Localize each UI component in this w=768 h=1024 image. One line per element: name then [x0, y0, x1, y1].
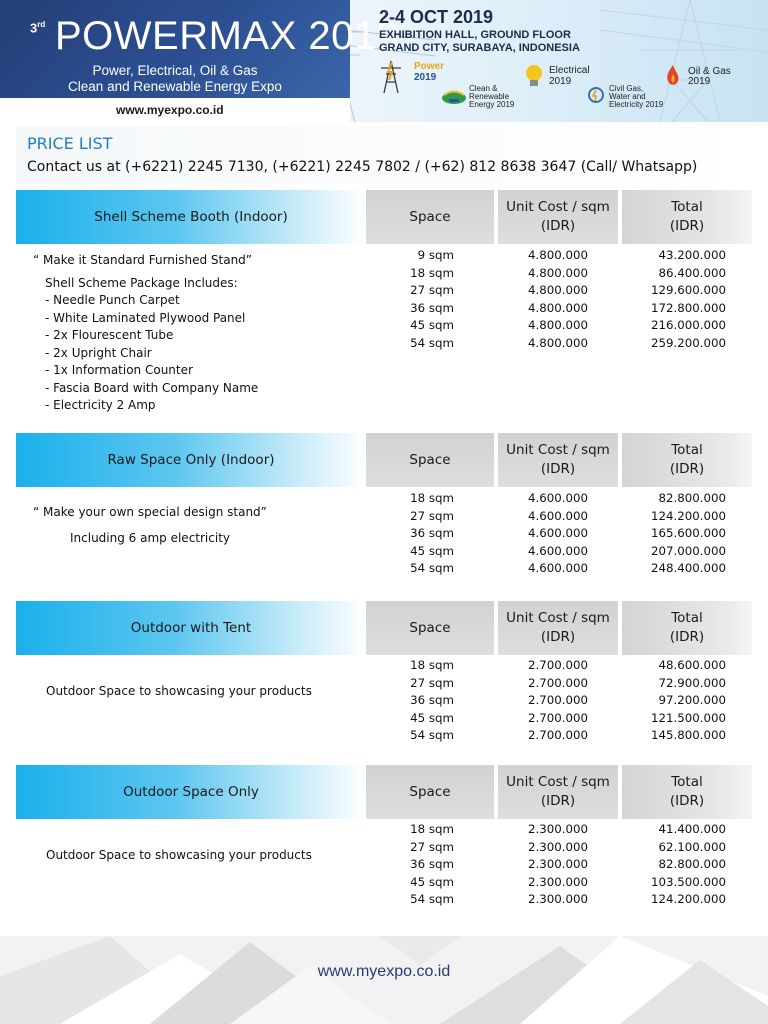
space-cell: 27 sqm [410, 283, 454, 297]
total-cell: 207.000.000 [650, 543, 726, 558]
total-column [622, 247, 726, 352]
event-title: POWERMAX 2019 [55, 14, 400, 58]
unit-cost-column [498, 490, 588, 578]
space-cell: 18 sqm [410, 658, 454, 672]
unit-cost-cell: 4.600.000 [527, 526, 588, 540]
description-line: - Fascia Board with Company Name [45, 380, 259, 395]
description-line: - Needle Punch Carpet [45, 293, 180, 307]
unit-cost-cell: 2.700.000 [527, 710, 588, 725]
section-title: Raw Space Only (Indoor) [16, 433, 366, 487]
total-cell: 82.800.000 [658, 491, 726, 505]
space-column [366, 490, 454, 578]
banner-website[interactable]: www.myexpo.co.id [116, 103, 224, 117]
space-cell: 36 sqm [410, 857, 454, 871]
description-line: Including 6 amp electricity [70, 530, 231, 545]
unit-cost-column [498, 821, 588, 909]
unit-cost-cell: 4.600.000 [527, 491, 588, 505]
unit-cost-cell: 4.800.000 [527, 318, 588, 332]
sub-event-oil-gas [664, 64, 744, 90]
power-tower-icon [378, 60, 404, 94]
space-cell: 54 sqm [410, 728, 454, 742]
renewable-energy-icon [441, 86, 467, 106]
space-cell: 36 sqm [410, 526, 454, 540]
description-line: - White Laminated Plywood Panel [45, 310, 246, 325]
sub-event-renewable [441, 84, 531, 110]
section-outdoor-space [16, 765, 768, 915]
sub-event-power [378, 60, 448, 96]
sub-event-electrical-year: 2019 [549, 76, 572, 87]
event-venue-line-1: EXHIBITION HALL, GROUND FLOOR [379, 29, 571, 41]
total-cell: 124.200.000 [650, 508, 726, 523]
total-cell: 121.500.000 [650, 710, 726, 725]
event-venue-line-2: GRAND CITY, SURABAYA, INDONESIA [379, 42, 580, 54]
total-cell: 97.200.000 [658, 693, 726, 707]
column-header-space: Space [366, 601, 494, 655]
space-cell: 27 sqm [410, 675, 454, 690]
unit-cost-cell: 2.300.000 [527, 857, 588, 871]
section-title: Outdoor Space Only [16, 765, 366, 819]
description-line: Outdoor Space to showcasing your products [46, 684, 312, 698]
column-header-total: Total (IDR) [622, 601, 752, 655]
total-cell: 129.600.000 [650, 283, 726, 297]
description-line: - 2x Upright Chair [45, 345, 152, 360]
description-line: Shell Scheme Package Includes: [45, 275, 238, 290]
total-cell: 172.800.000 [650, 300, 726, 315]
total-cell: 145.800.000 [650, 728, 726, 742]
sub-event-oil-gas-name: Oil & Gas [688, 66, 731, 77]
column-header-unit-cost: Unit Cost / sqm (IDR) [498, 433, 618, 487]
total-column [622, 657, 726, 745]
unit-cost-cell: 4.800.000 [527, 265, 588, 280]
unit-cost-cell: 4.600.000 [527, 543, 588, 558]
event-banner [0, 0, 768, 122]
space-cell: 18 sqm [410, 265, 454, 280]
event-date: 2-4 OCT 2019 [379, 7, 494, 27]
unit-cost-column [498, 247, 588, 352]
edition-ordinal: 3rd [30, 20, 46, 36]
sub-event-utility [586, 84, 676, 110]
section-description [46, 683, 312, 701]
space-column [366, 657, 454, 745]
event-tagline-2: Clean and Renewable Energy Expo [68, 79, 282, 94]
unit-cost-cell: 2.300.000 [527, 874, 588, 889]
space-column [366, 821, 454, 909]
unit-cost-cell: 2.300.000 [527, 839, 588, 854]
unit-cost-cell: 4.600.000 [527, 561, 588, 575]
space-cell: 36 sqm [410, 693, 454, 707]
description-line: Outdoor Space to showcasing your products [46, 848, 312, 862]
column-header-unit-cost: Unit Cost / sqm (IDR) [498, 765, 618, 819]
space-cell: 45 sqm [410, 874, 454, 889]
total-cell: 165.600.000 [650, 526, 726, 540]
total-cell: 62.100.000 [658, 839, 726, 854]
section-title: Outdoor with Tent [16, 601, 366, 655]
unit-cost-cell: 4.800.000 [527, 248, 588, 262]
space-cell: 54 sqm [410, 335, 454, 350]
section-header [16, 433, 752, 487]
sub-event-electrical-name: Electrical [549, 65, 590, 76]
space-cell: 27 sqm [410, 508, 454, 523]
contact-info: Contact us at (+6221) 2245 7130, (+6221) 2245 7802 / (+62) 812 8638 3647 (Call/ Whatsapp) [27, 159, 698, 175]
space-cell: 27 sqm [410, 839, 454, 854]
unit-cost-cell: 4.600.000 [527, 508, 588, 523]
space-cell: 36 sqm [410, 300, 454, 315]
total-cell: 72.900.000 [658, 675, 726, 690]
description-line: - Electricity 2 Amp [45, 398, 156, 412]
unit-cost-cell: 2.700.000 [527, 675, 588, 690]
sub-event-renewable-line3: Energy 2019 [469, 100, 515, 109]
sub-event-renewable-line1: Clean & [469, 84, 498, 93]
total-cell: 248.400.000 [650, 561, 726, 575]
unit-cost-cell: 2.300.000 [527, 892, 588, 906]
total-cell: 43.200.000 [658, 248, 726, 262]
column-header-space: Space [366, 765, 494, 819]
section-shell-scheme [16, 190, 768, 430]
unit-cost-cell: 4.800.000 [527, 335, 588, 350]
section-header [16, 765, 752, 819]
light-bulb-icon [524, 63, 544, 89]
unit-cost-column [498, 657, 588, 745]
description-tagline: “ Make your own special design stand” [33, 505, 267, 519]
sub-event-power-name: Power [414, 61, 445, 72]
description-tagline: “ Make it Standard Furnished Stand” [33, 253, 253, 267]
section-title: Shell Scheme Booth (Indoor) [16, 190, 366, 244]
price-list-title: PRICE LIST [27, 134, 113, 153]
footer-website[interactable]: www.myexpo.co.id [317, 963, 451, 980]
section-header [16, 190, 752, 244]
space-cell: 18 sqm [410, 822, 454, 836]
column-header-space: Space [366, 433, 494, 487]
total-column [622, 490, 726, 578]
unit-cost-cell: 2.700.000 [527, 658, 588, 672]
column-header-total: Total (IDR) [622, 765, 752, 819]
total-cell: 103.500.000 [650, 874, 726, 889]
total-cell: 216.000.000 [650, 318, 726, 332]
sub-event-oil-gas-year: 2019 [688, 76, 711, 87]
column-header-unit-cost: Unit Cost / sqm (IDR) [498, 601, 618, 655]
total-cell: 259.200.000 [650, 335, 726, 350]
unit-cost-cell: 2.300.000 [527, 822, 588, 836]
sub-event-utility-line1: Civil Gas, [609, 84, 644, 93]
flame-icon [664, 64, 682, 88]
total-cell: 86.400.000 [658, 265, 726, 280]
total-cell: 82.800.000 [658, 857, 726, 871]
space-cell: 45 sqm [410, 543, 454, 558]
event-tagline-1: Power, Electrical, Oil & Gas [92, 63, 258, 78]
total-cell: 124.200.000 [650, 892, 726, 906]
section-header [16, 601, 752, 655]
space-column [366, 247, 454, 352]
description-line: - 1x Information Counter [45, 363, 193, 377]
utility-icon [586, 86, 606, 104]
space-cell: 45 sqm [410, 318, 454, 332]
sub-event-utility-line2: Water and [609, 92, 646, 101]
page-footer [0, 936, 768, 1024]
column-header-unit-cost: Unit Cost / sqm (IDR) [498, 190, 618, 244]
column-header-total: Total (IDR) [622, 190, 752, 244]
section-outdoor-tent [16, 601, 768, 751]
total-cell: 48.600.000 [658, 658, 726, 672]
unit-cost-cell: 4.800.000 [527, 283, 588, 297]
unit-cost-cell: 4.800.000 [527, 300, 588, 315]
description-line: - 2x Flourescent Tube [45, 328, 174, 342]
sub-event-renewable-line2: Renewable [469, 92, 510, 101]
unit-cost-cell: 2.700.000 [527, 693, 588, 707]
space-cell: 54 sqm [410, 892, 454, 906]
section-description [33, 252, 258, 415]
total-cell: 41.400.000 [658, 822, 726, 836]
section-raw-space [16, 433, 768, 583]
sub-event-utility-line3: Electricity 2019 [609, 100, 664, 109]
unit-cost-cell: 2.700.000 [527, 728, 588, 742]
section-description [33, 504, 267, 547]
space-cell: 9 sqm [417, 248, 454, 262]
sub-event-power-year: 2019 [414, 72, 437, 83]
column-header-total: Total (IDR) [622, 433, 752, 487]
space-cell: 54 sqm [410, 561, 454, 575]
price-list-heading [16, 126, 768, 184]
space-cell: 18 sqm [410, 491, 454, 505]
total-column [622, 821, 726, 909]
section-description [46, 847, 312, 865]
space-cell: 45 sqm [410, 710, 454, 725]
column-header-space: Space [366, 190, 494, 244]
